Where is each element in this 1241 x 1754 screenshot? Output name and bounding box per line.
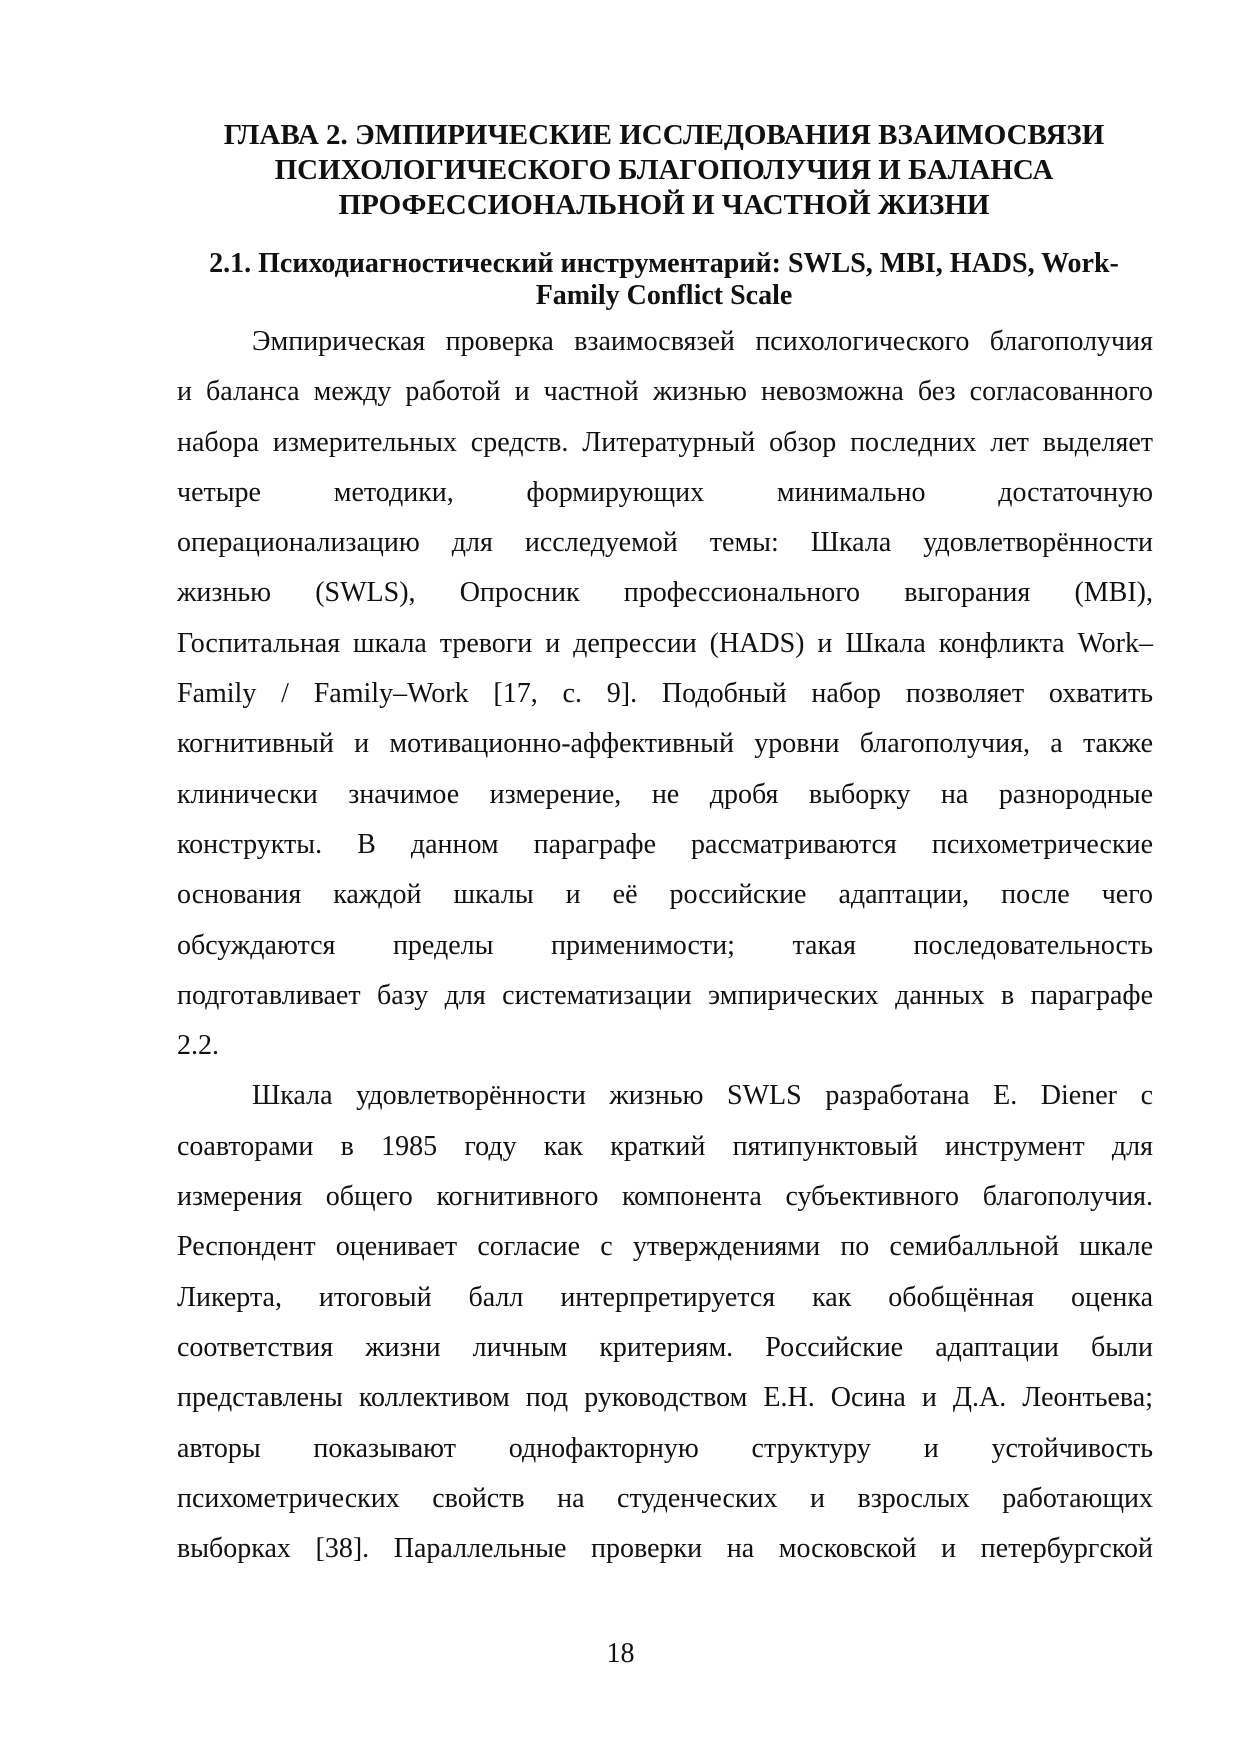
chapter-title-line: ПРОФЕССИОНАЛЬНОЙ И ЧАСТНОЙ ЖИЗНИ <box>338 189 990 221</box>
text-line: обсуждаются пределы применимости; такая последовательность <box>177 929 1153 961</box>
text-line: представлены коллективом под руководством Е.Н. Осина и Д.А. Леонтьева; <box>177 1382 1153 1414</box>
text-line: выборках [38]. Параллельные проверки на московской и петербургской <box>177 1533 1153 1565</box>
text-line: операционализацию для исследуемой темы: Шкала удовлетворённости <box>177 527 1153 559</box>
section-title <box>175 248 1153 312</box>
chapter-title-line: ГЛАВА 2. ЭМПИРИЧЕСКИЕ ИССЛЕДОВАНИЯ ВЗАИМОСВЯЗИ <box>223 119 1105 151</box>
text-line: набора измерительных средств. Литературный обзор последних лет выделяет <box>177 426 1153 458</box>
text-line: измерения общего когнитивного компонента субъективного благополучия. <box>177 1181 1153 1213</box>
body-text <box>177 317 1153 1574</box>
text-line: жизнью (SWLS), Опросник профессионального выгорания (MBI), <box>177 577 1153 609</box>
text-line: авторы показывают однофакторную структуру и устойчивость <box>177 1432 1153 1464</box>
text-line: клинически значимое измерение, не дробя выборку на разнородные <box>177 778 1153 810</box>
text-line: Эмпирическая проверка взаимосвязей психологического благополучия <box>252 326 1153 357</box>
text-line: Family / Family–Work [17, с. 9]. Подобный набор позволяет охватить <box>177 678 1153 710</box>
text-line: конструкты. В данном параграфе рассматриваются психометрические <box>177 828 1153 860</box>
text-line: психометрических свойств на студенческих и взрослых работающих <box>177 1482 1153 1514</box>
text-line: когнитивный и мотивационно-аффективный уровни благополучия, а также <box>177 728 1153 760</box>
paragraph-swls <box>177 1071 1153 1574</box>
paragraph-intro <box>177 317 1153 1071</box>
text-line: 2.2. <box>177 1030 219 1062</box>
text-line: Шкала удовлетворённости жизнью SWLS разработана E. Diener с <box>252 1080 1153 1112</box>
section-title-line: 2.1. Психодиагностический инструментарий: SWLS, MBI, HADS, Work- <box>209 248 1119 279</box>
chapter-title <box>150 118 1178 223</box>
text-line: соавторами в 1985 году как краткий пятипунктовый инструмент для <box>177 1130 1153 1162</box>
page-number: 18 <box>606 1638 635 1669</box>
text-line: подготавливает базу для систематизации эмпирических данных в параграфе <box>177 979 1153 1011</box>
chapter-title-line: ПСИХОЛОГИЧЕСКОГО БЛАГОПОЛУЧИЯ И БАЛАНСА <box>274 154 1054 186</box>
text-line: Респондент оценивает согласие с утверждениями по семибалльной шкале <box>177 1231 1153 1263</box>
text-line: соответствия жизни личным критериям. Российские адаптации были <box>177 1331 1153 1363</box>
text-line: Ликерта, итоговый балл интерпретируется как обобщённая оценка <box>177 1281 1153 1313</box>
text-line: основания каждой шкалы и её российские адаптации, после чего <box>177 879 1153 911</box>
text-line: четыре методики, формирующих минимально достаточную <box>177 476 1153 508</box>
section-title-line: Family Conflict Scale <box>535 280 793 311</box>
text-line: Госпитальная шкала тревоги и депрессии (HADS) и Шкала конфликта Work– <box>177 627 1153 659</box>
text-line: и баланса между работой и частной жизнью невозможна без согласованного <box>177 376 1153 408</box>
